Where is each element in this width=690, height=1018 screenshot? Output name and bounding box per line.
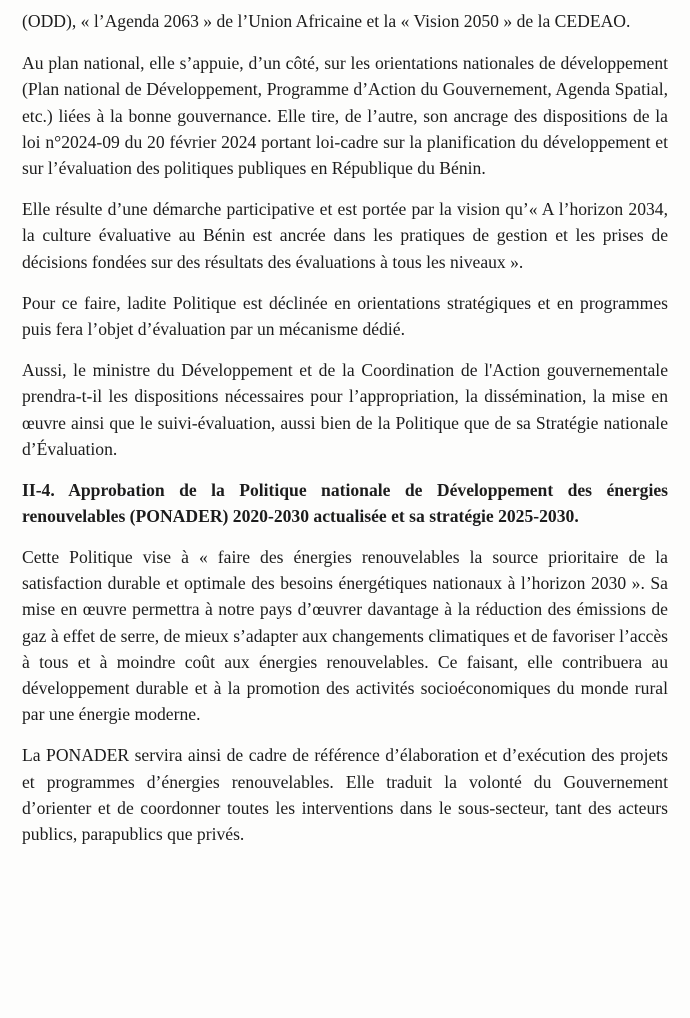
paragraph-vision: Elle résulte d’une démarche participative et est portée par la vision qu’« A l’horizon 2034, la culture évaluative au Bénin est ancrée dans les pratiques de gestion et les prises de décisions fondées sur des résultats des évaluations à tous les niveaux ». <box>22 199 668 272</box>
paragraph-ponader-framework: La PONADER servira ainsi de cadre de référence d’élaboration et d’exécution des projets et programmes d’énergies renouvelables. Elle traduit la volonté du Gouvernement d’orienter et de coordonner toutes les interventions dans le sous-secteur, tant des acteurs publics, parapublics que privés. <box>22 745 668 845</box>
paragraph-minister-dispositions: Aussi, le ministre du Développement et de la Coordination de l'Action gouvernementale prendra-t-il les dispositions nécessaires pour l’appropriation, la dissémination, la mise en œuvre ainsi que le suivi-évaluation, aussi bien de la Politique que de sa Stratégie nationale d’Évaluation. <box>22 360 668 459</box>
document-body <box>22 8 668 862</box>
section-heading: II-4. Approbation de la Politique nationale de Développement des énergies renouvelables (PONADER) 2020-2030 actualisée et sa stratégie 2025-2030. <box>22 480 668 527</box>
paragraph-strategic-orientations: Pour ce faire, ladite Politique est déclinée en orientations stratégiques et en programmes puis fera l’objet d’évaluation par un mécanisme dédié. <box>22 292 668 340</box>
paragraph-intro-continuation: (ODD), « l’Agenda 2063 » de l’Union Africaine et la « Vision 2050 » de la CEDEAO. <box>22 11 631 31</box>
paragraph-policy-aim: Cette Politique vise à « faire des énergies renouvelables la source prioritaire de la satisfaction durable et optimale des besoins énergétiques nationaux à l’horizon 2030 ». Sa mise en œuvre permettra à notre pays d’œuvrer davantage à la réduction des émissions de gaz à effet de serre, de mieux s’adapter aux changements climatiques et de favoriser l’accès à tous et à moindre coût aux énergies renouvelables. Ce faisant, elle contribuera au développement durable et à la promotion des activités socioéconomiques du monde rural par une énergie moderne. <box>22 547 668 725</box>
paragraph-national-plan: Au plan national, elle s’appuie, d’un côté, sur les orientations nationales de développement (Plan national de Développement, Programme d’Action du Gouvernement, Agenda Spatial, etc.) liées à la bonne gouvernance. Elle tire, de l’autre, son ancrage des dispositions de la loi n°2024-09 du 20 février 2024 portant loi-cadre sur la planification du développement et sur l’évaluation des politiques publiques en République du Bénin. <box>22 53 668 179</box>
